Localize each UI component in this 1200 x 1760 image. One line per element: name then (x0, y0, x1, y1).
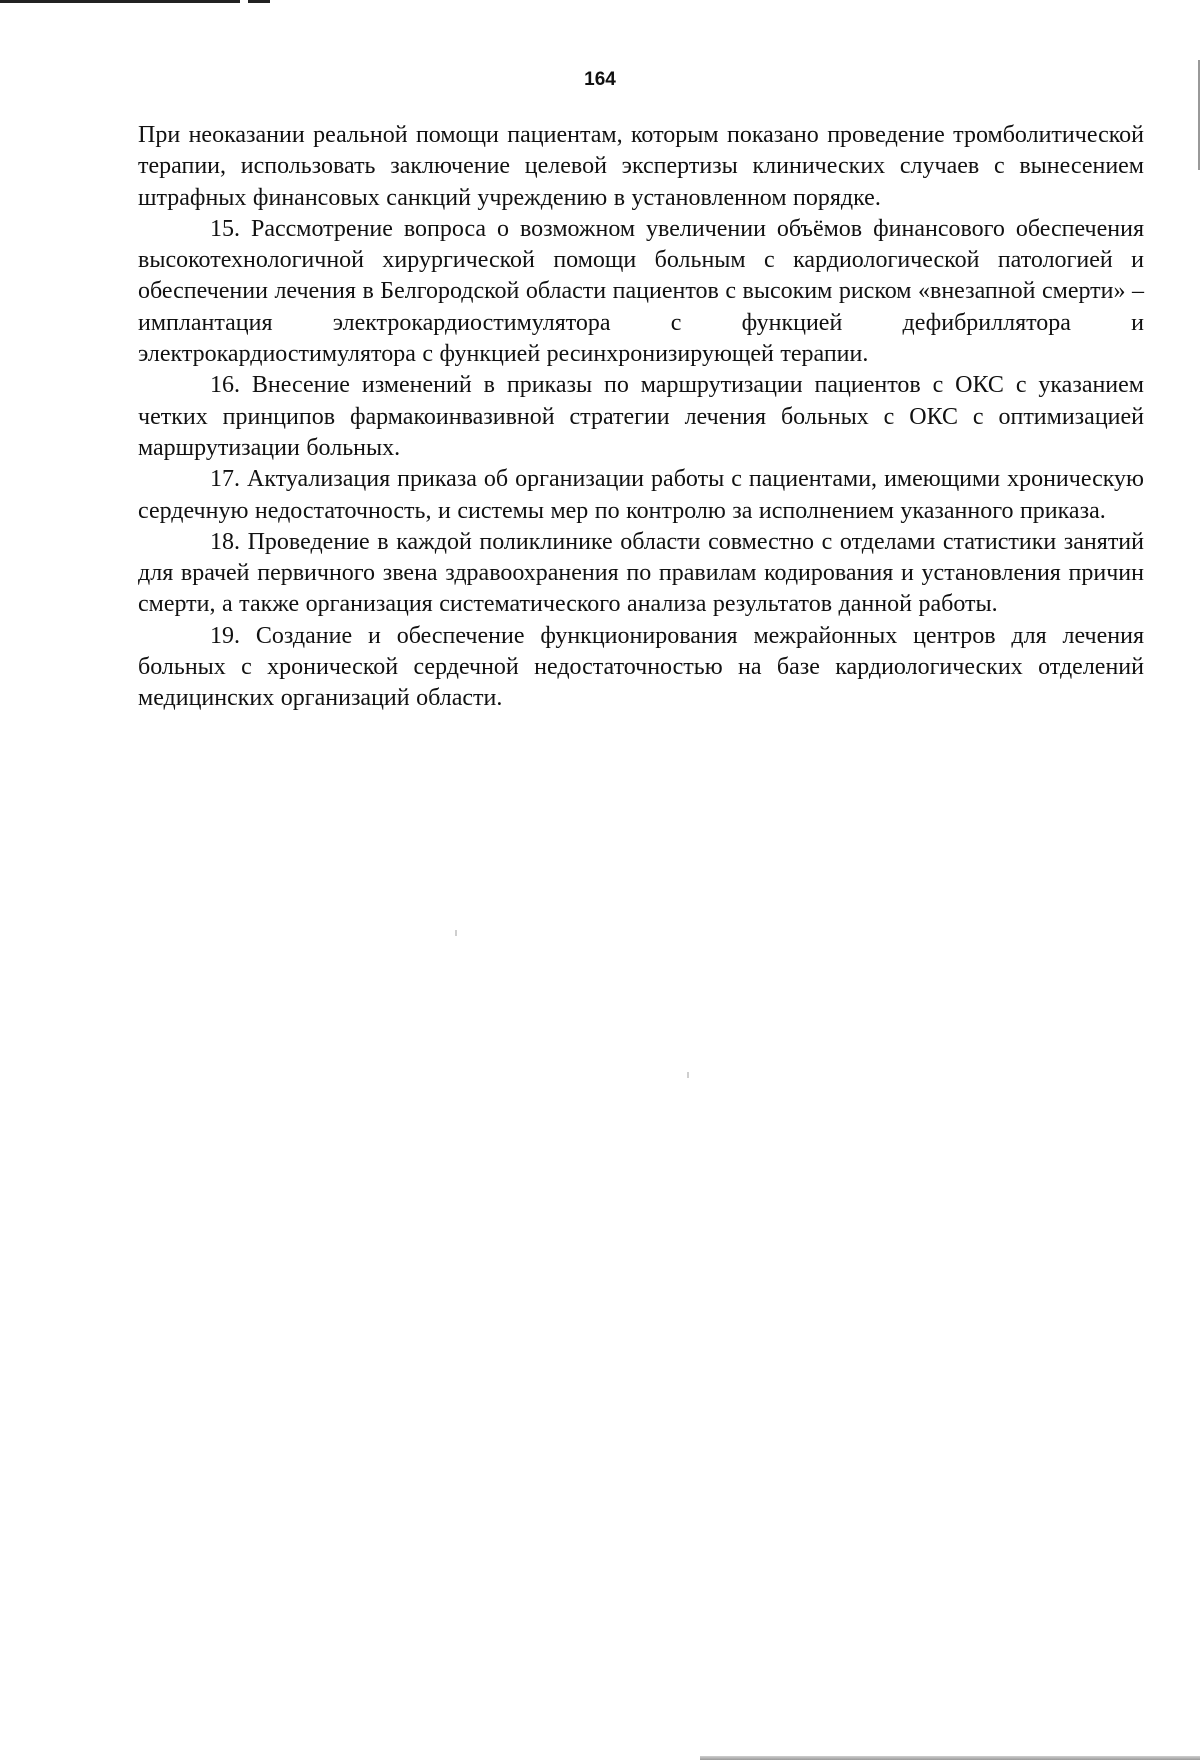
paragraph-item-19: 19. Создание и обеспечение функционирования межрайонных центров для лечения больных с хронической сердечной недостаточностью на базе кардиологических отделений медицинских организаций области. (138, 622, 1144, 712)
document-body (138, 120, 1144, 715)
paragraph-item-17: 17. Актуализация приказа об организации работы с пациентами, имеющими хроническую сердечную недостаточность, и системы мер по контролю за исполнением указанного приказа. (138, 466, 1144, 524)
paragraph-item-16: 16. Внесение изменений в приказы по маршрутизации пациентов с ОКС с указанием четких принципов фармакоинвазивной стратегии лечения больных с ОКС с оптимизацией маршрутизации больных. (138, 372, 1144, 461)
scan-artifact-bottom-line (700, 1756, 1200, 1760)
paragraph-continuation: При неоказании реальной помощи пациентам, которым показано проведение тромболитической терапии, использовать заключение целевой экспертизы клинических случаев с вынесением штрафных финансовых санкций учреждению в установленном порядке. (138, 122, 1144, 211)
page-number: 164 (584, 69, 616, 90)
scan-speck (687, 1072, 689, 1078)
scan-speck (455, 930, 457, 936)
paragraph-item-15: 15. Рассмотрение вопроса о возможном увеличении объёмов финансового обеспечения высокотехнологичной хирургической помощи больным с кардиологической патологией и обеспечении лечения в Белгородской области пациентов с высоким риском «внезапной смерти» – имплантация электрокардиостимулятора с функцией дефибриллятора и электрокардиостимулятора с функцией ресинхронизирующей терапии. (138, 215, 1144, 368)
scan-artifact-top-line (0, 0, 240, 3)
scan-artifact-top-line-short (248, 0, 270, 3)
paragraph-item-18: 18. Проведение в каждой поликлинике области совместно с отделами статистики занятий для врачей первичного звена здравоохранения по правилам кодирования и установления причин смерти, а также организация систематического анализа результатов данной работы. (138, 528, 1144, 618)
